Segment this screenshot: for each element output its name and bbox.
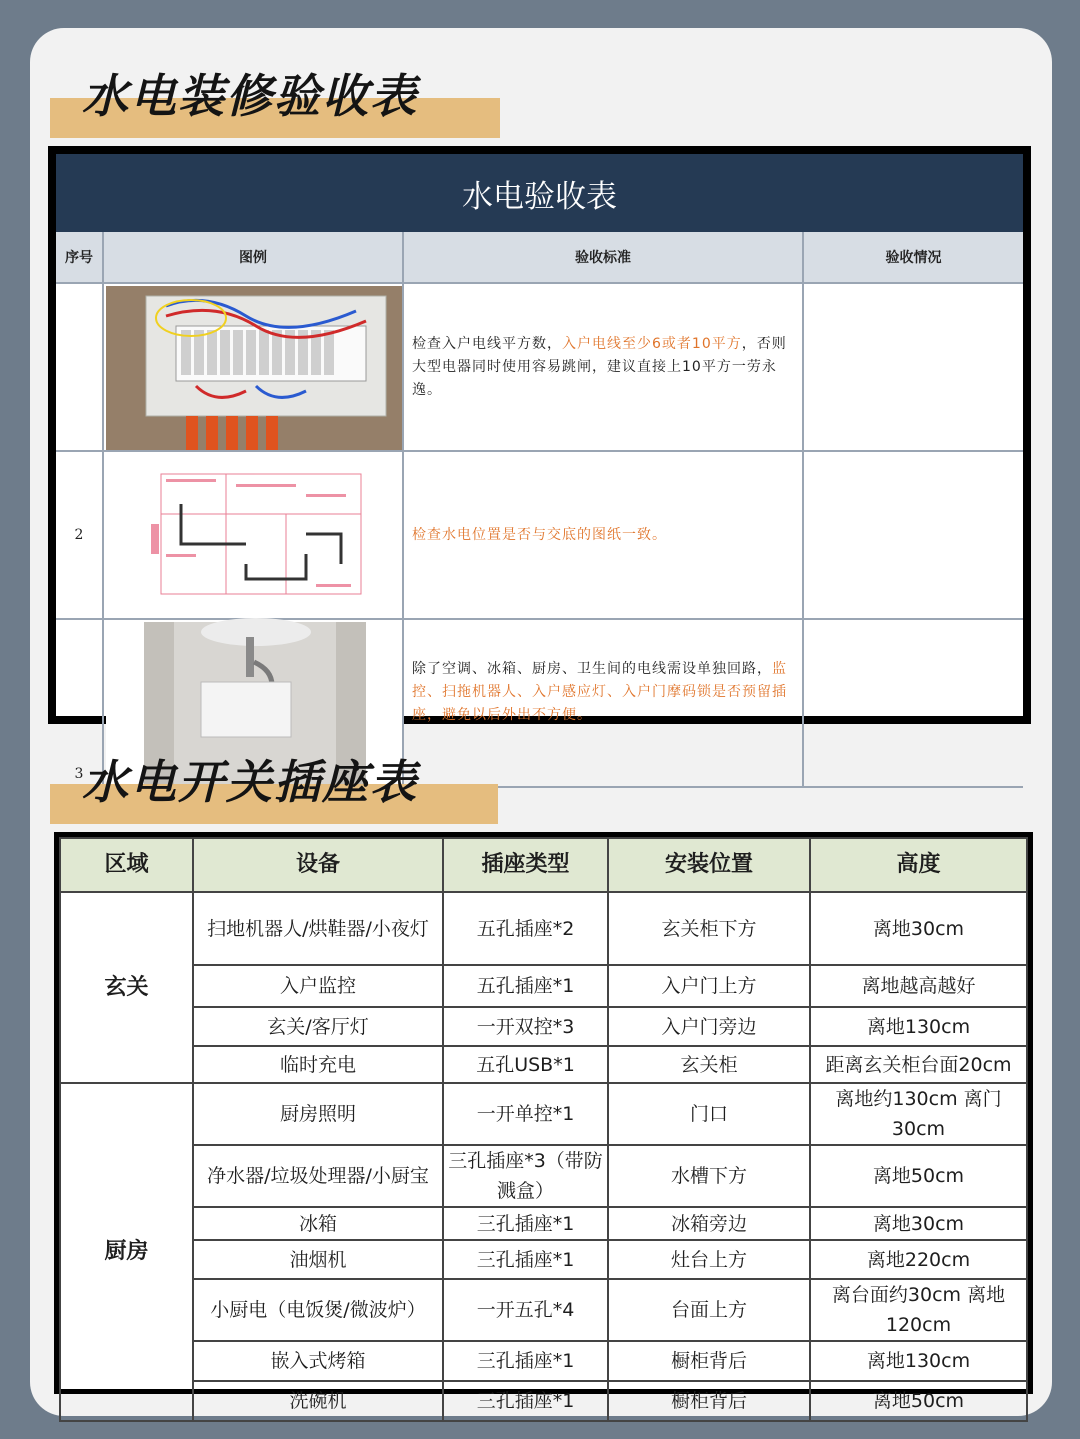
status-cell xyxy=(804,452,1023,620)
distribution-box-image xyxy=(106,286,402,450)
position-cell: 水槽下方 xyxy=(608,1145,810,1207)
device-cell: 厨房照明 xyxy=(193,1083,443,1145)
status-cell xyxy=(804,284,1023,452)
position-cell: 入户门旁边 xyxy=(608,1007,810,1046)
standard-plain-text: ，否则大型电器同时使用容易跳闸，建议直接上10平方一劳永逸。 xyxy=(412,335,787,398)
position-cell: 门口 xyxy=(608,1083,810,1145)
standard-highlight-text: 检查水电位置是否与交底的图纸一致。 xyxy=(412,526,667,543)
distribution-box-photo xyxy=(104,284,404,452)
switch-socket-table xyxy=(54,832,1033,1412)
socket-type-cell: 三孔插座*1 xyxy=(443,1240,608,1279)
col-header-position: 安装位置 xyxy=(608,838,810,892)
height-cell: 离地130cm xyxy=(810,1007,1027,1046)
row-number xyxy=(56,284,104,452)
device-cell: 小厨电（电饭煲/微波炉） xyxy=(193,1279,443,1341)
position-cell: 台面上方 xyxy=(608,1279,810,1341)
socket-type-cell: 五孔插座*2 xyxy=(443,892,608,965)
switch-socket-grid xyxy=(59,837,1028,1422)
col-header-socket-type: 插座类型 xyxy=(443,838,608,892)
socket-type-cell: 一开五孔*4 xyxy=(443,1279,608,1341)
height-cell: 离地30cm xyxy=(810,1207,1027,1240)
standard-text xyxy=(404,452,804,620)
height-cell: 距离玄关柜台面20cm xyxy=(810,1046,1027,1083)
socket-type-cell: 一开双控*3 xyxy=(443,1007,608,1046)
socket-type-cell: 三孔插座*1 xyxy=(443,1341,608,1381)
height-cell: 离地越高越好 xyxy=(810,965,1027,1007)
socket-type-cell: 三孔插座*1 xyxy=(443,1381,608,1421)
socket-type-cell: 三孔插座*3（带防溅盒） xyxy=(443,1145,608,1207)
floor-plan-drawing xyxy=(104,452,404,620)
height-cell: 离台面约30cm 离地120cm xyxy=(810,1279,1027,1341)
col-header-height: 高度 xyxy=(810,838,1027,892)
col-header-standard: 验收标准 xyxy=(404,232,804,284)
device-cell: 油烟机 xyxy=(193,1240,443,1279)
device-cell: 扫地机器人/烘鞋器/小夜灯 xyxy=(193,892,443,965)
position-cell: 橱柜背后 xyxy=(608,1341,810,1381)
device-cell: 入户监控 xyxy=(193,965,443,1007)
heading-text: 水电开关插座表 xyxy=(82,755,418,809)
height-cell: 离地50cm xyxy=(810,1145,1027,1207)
position-cell: 冰箱旁边 xyxy=(608,1207,810,1240)
device-cell: 洗碗机 xyxy=(193,1381,443,1421)
heading-text: 水电装修验收表 xyxy=(82,69,418,123)
device-cell: 嵌入式烤箱 xyxy=(193,1341,443,1381)
height-cell: 离地130cm xyxy=(810,1341,1027,1381)
standard-text xyxy=(404,284,804,452)
device-cell: 临时充电 xyxy=(193,1046,443,1083)
device-cell: 净水器/垃圾处理器/小厨宝 xyxy=(193,1145,443,1207)
col-header-area: 区域 xyxy=(60,838,193,892)
device-cell: 冰箱 xyxy=(193,1207,443,1240)
socket-type-cell: 一开单控*1 xyxy=(443,1083,608,1145)
area-cell: 玄关 xyxy=(60,892,193,1083)
standard-highlight-text: 入户电线至少6或者10平方 xyxy=(562,335,742,352)
col-header-status: 验收情况 xyxy=(804,232,1023,284)
position-cell: 玄关柜 xyxy=(608,1046,810,1083)
position-cell: 灶台上方 xyxy=(608,1240,810,1279)
col-header-device: 设备 xyxy=(193,838,443,892)
acceptance-table-grid xyxy=(56,232,1023,788)
status-cell xyxy=(804,620,1023,788)
height-cell: 离地30cm xyxy=(810,892,1027,965)
position-cell: 玄关柜下方 xyxy=(608,892,810,965)
acceptance-table-title: 水电验收表 xyxy=(56,154,1023,232)
col-header-image: 图例 xyxy=(104,232,404,284)
socket-type-cell: 三孔插座*1 xyxy=(443,1207,608,1240)
height-cell: 离地约130cm 离门30cm xyxy=(810,1083,1027,1145)
height-cell: 离地220cm xyxy=(810,1240,1027,1279)
socket-type-cell: 五孔USB*1 xyxy=(443,1046,608,1083)
col-header-num: 序号 xyxy=(56,232,104,284)
standard-plain-text: 除了空调、冰箱、厨房、卫生间的电线需设单独回路， xyxy=(412,661,772,677)
area-cell: 厨房 xyxy=(60,1083,193,1421)
device-cell: 玄关/客厅灯 xyxy=(193,1007,443,1046)
standard-highlight-text: 监控、扫拖机器人、入户感应灯、入户门摩码锁是否预留插座，避免以后外出不方便。 xyxy=(412,661,787,723)
position-cell: 入户门上方 xyxy=(608,965,810,1007)
standard-text xyxy=(404,620,804,788)
standard-plain-text: 检查入户电线平方数， xyxy=(412,335,562,352)
position-cell: 橱柜背后 xyxy=(608,1381,810,1421)
floor-plan-image xyxy=(106,454,402,618)
socket-type-cell: 五孔插座*1 xyxy=(443,965,608,1007)
row-number: 2 xyxy=(56,452,104,620)
height-cell: 离地50cm xyxy=(810,1381,1027,1421)
row-number: 3 xyxy=(56,620,104,788)
